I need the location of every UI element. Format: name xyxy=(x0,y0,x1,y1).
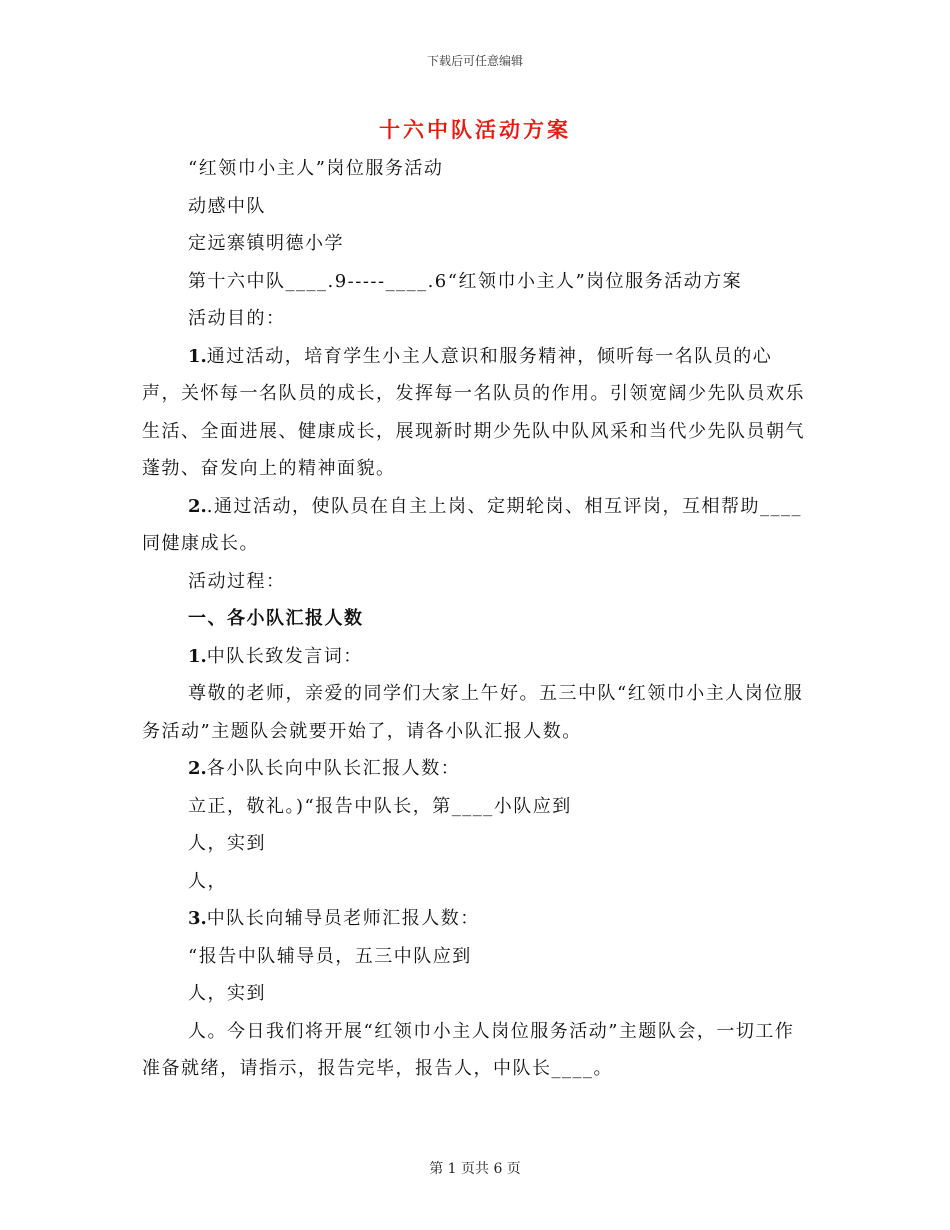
paragraph-text: “红领巾小主人”岗位服务活动 xyxy=(188,158,444,179)
report-line-2 xyxy=(142,825,810,863)
paragraph-text: 中队长致发言词： xyxy=(206,645,363,667)
item-number: 2. xyxy=(188,758,207,779)
report-line-1 xyxy=(142,788,810,826)
paragraph-text: 人。今日我们将开展“红领巾小主人岗位服务活动”主题队会，一切工作准备就绪，请指示，报告完毕，报告人，中队长____。 xyxy=(142,1020,795,1079)
paragraph-text: 通过活动，培育学生小主人意识和服务精神，倾听每一名队员的心声，关怀每一名队员的成长，发挥每一名队员的作用。引领宽阔少先队员欢乐生活、全面进展、健康成长，展现新时期少先队中队风采和当代少先队员朝气蓬勃、奋发向上的精神面貌。 xyxy=(142,345,805,479)
paragraph-text: 动感中队 xyxy=(188,195,266,217)
purpose-item-1 xyxy=(142,338,810,488)
paragraph-text: 人，实到 xyxy=(188,983,266,1004)
document-title: 十六中队活动方案 xyxy=(379,117,571,142)
squad-name xyxy=(142,188,810,226)
paragraph-text: 各小队长向中队长汇报人数： xyxy=(206,758,461,779)
section-purpose-label xyxy=(142,300,810,338)
paragraph-text: “报告中队辅导员，五三中队应到 xyxy=(188,945,472,967)
report-line-6 xyxy=(142,1013,810,1088)
school-name xyxy=(142,225,810,263)
item-number: 2. xyxy=(188,495,207,517)
paragraph-text: 一、各小队汇报人数 xyxy=(188,608,364,629)
report-line-4 xyxy=(142,938,810,976)
item-number: 1. xyxy=(188,345,207,367)
process-item-1 xyxy=(142,638,810,676)
process-item-3 xyxy=(142,900,810,938)
item-number: 3. xyxy=(188,908,207,929)
page-header-note: 下载后可任意编辑 xyxy=(426,54,523,68)
speech-paragraph xyxy=(142,675,810,750)
purpose-item-2 xyxy=(142,488,810,563)
paragraph-text: 活动过程： xyxy=(188,570,286,592)
paragraph-text: 第十六中队____.9-----____.6“红领巾小主人”岗位服务活动方案 xyxy=(188,270,743,292)
section-heading-1 xyxy=(142,600,810,638)
paragraph-text: 中队长向辅导员老师汇报人数： xyxy=(206,908,480,929)
paragraph-text: 人，实到 xyxy=(188,833,266,854)
document-body xyxy=(142,150,810,1088)
report-line-3 xyxy=(142,863,810,901)
section-process-label xyxy=(142,563,810,601)
paragraph-text: 定远寨镇明德小学 xyxy=(188,233,344,254)
paragraph-text: .通过活动，使队员在自主上岗、定期轮岗、相互评岗，互相帮助____同健康成长。 xyxy=(142,495,803,554)
plan-heading xyxy=(142,263,810,301)
paragraph-text: 活动目的： xyxy=(188,308,286,329)
paragraph-text: 尊敬的老师，亲爱的同学们大家上午好。五三中队“红领巾小主人岗位服务活动”主题队会就要开始了，请各小队汇报人数。 xyxy=(142,683,804,742)
item-number: 1. xyxy=(188,645,207,667)
paragraph-text: 人， xyxy=(188,870,227,892)
process-item-2 xyxy=(142,750,810,788)
page-footer-number: 第 1 页共 6 页 xyxy=(429,1161,521,1177)
subtitle-activity xyxy=(142,150,810,188)
paragraph-text: 立正，敬礼。)“报告中队长，第____小队应到 xyxy=(188,795,572,817)
report-line-5 xyxy=(142,975,810,1013)
